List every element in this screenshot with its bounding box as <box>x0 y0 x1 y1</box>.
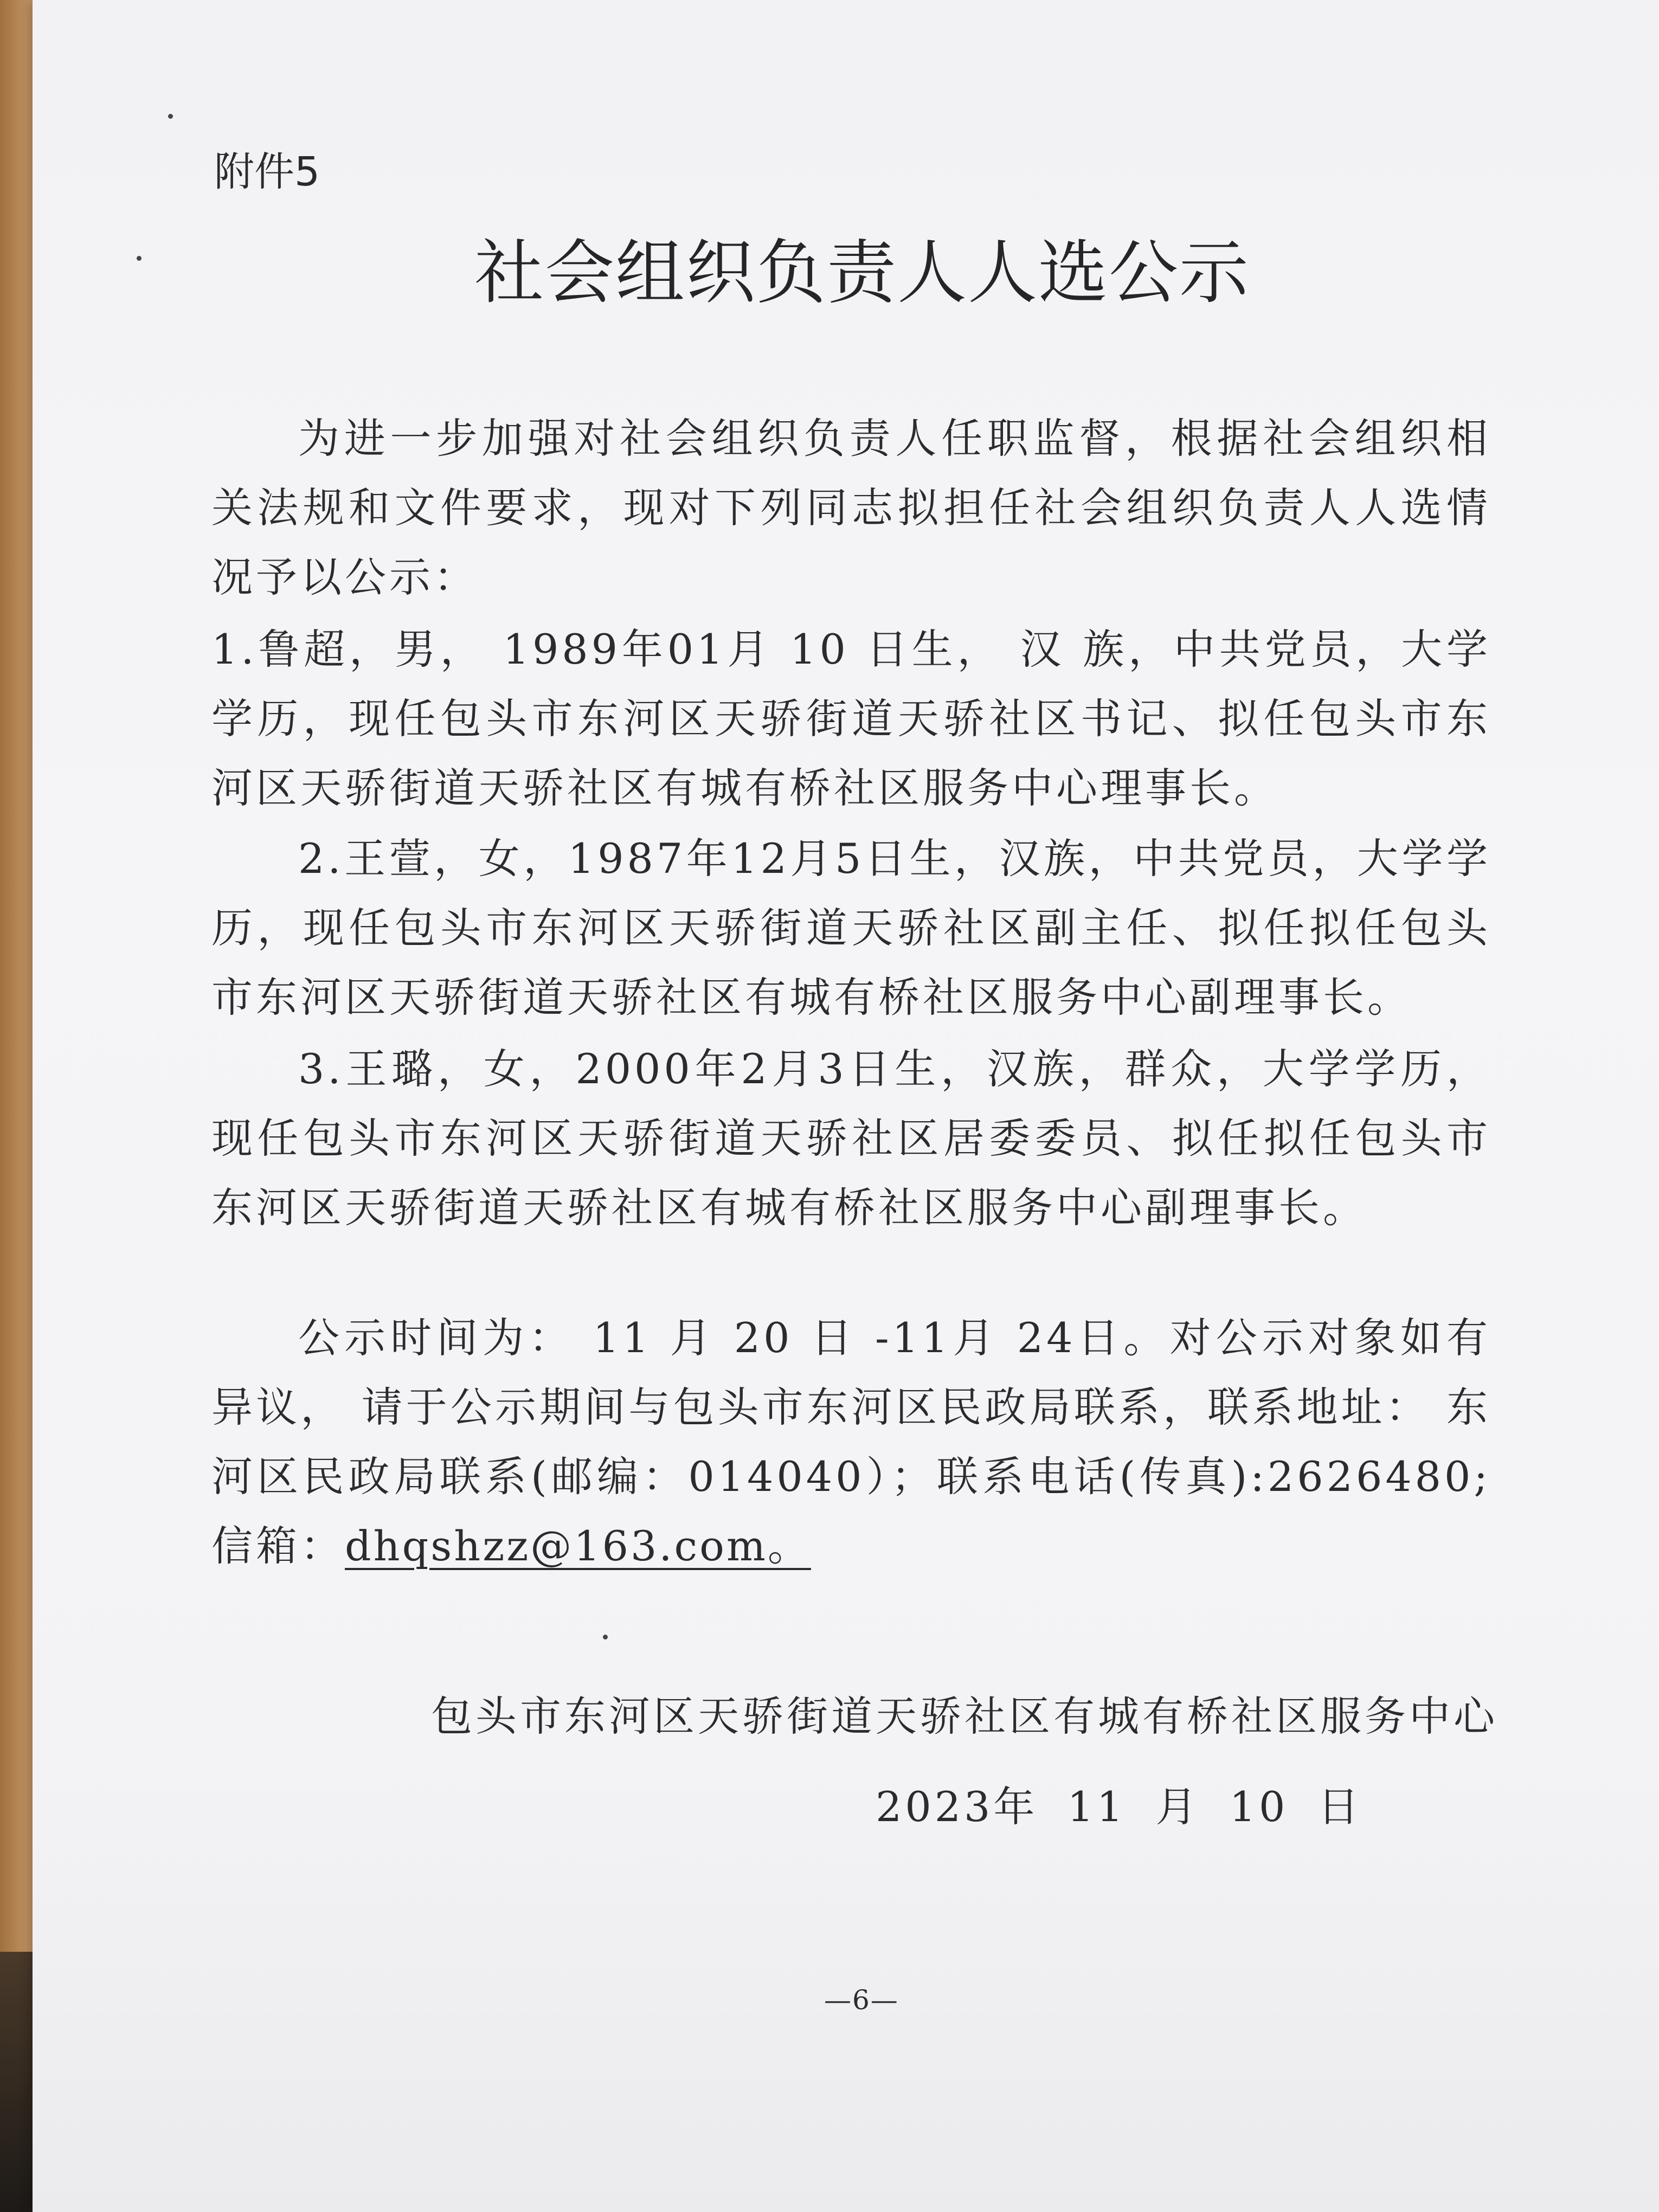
paper-speck <box>137 256 142 261</box>
paper-speck <box>168 114 173 119</box>
notice-text: 公示时间为： 11 月 20 日 -11月 24日。对公示对象如有异议， 请于公示期间与包头市东河区民政局联系，联系地址： 东河区民政局联系(邮编：014040）；联系电话(传真):2626480;信箱： <box>211 1314 1491 1570</box>
document-title: 社会组织负责人人选公示 <box>474 233 1250 313</box>
signature-date: 2023年 11 月 10 日 <box>876 1783 1362 1831</box>
paper-speck <box>603 1635 608 1639</box>
email-link[interactable]: dhqshzz@163.com。 <box>345 1522 811 1570</box>
candidate-3-paragraph: 3.王璐，女，2000年2月3日生，汉族，群众，大学学历，现任包头市东河区天骄街道天骄社区居委委员、拟任拟任包头市东河区天骄街道天骄社区有城有桥社区服务中心副理事长。 <box>211 1045 1491 1232</box>
intro-paragraph: 为进一步加强对社会组织负责人任职监督，根据社会组织相关法规和文件要求，现对下列同志拟担任社会组织负责人人选情况予以公示： <box>211 414 1491 601</box>
page-number: —6— <box>824 1984 899 2016</box>
candidate-1-paragraph: 1.鲁超，男， 1989年01月 10 日生， 汉 族，中共党员，大学 学历，现任包头市东河区天骄街道天骄社区书记、拟任包头市东河区天骄街道天骄社区有城有桥社区服务中心理事长。 <box>211 625 1491 812</box>
signature-organization: 包头市东河区天骄街道天骄社区有城有桥社区服务中心 <box>431 1692 1498 1740</box>
notice-paragraph <box>211 1303 1491 1581</box>
annex-label: 附件5 <box>214 149 320 195</box>
candidate-2-paragraph: 2.王萱，女，1987年12月5日生，汉族，中共党员，大学学历，现任包头市东河区天骄街道天骄社区副主任、拟任拟任包头市东河区天骄街道天骄社区有城有桥社区服务中心副理事长。 <box>211 834 1491 1021</box>
